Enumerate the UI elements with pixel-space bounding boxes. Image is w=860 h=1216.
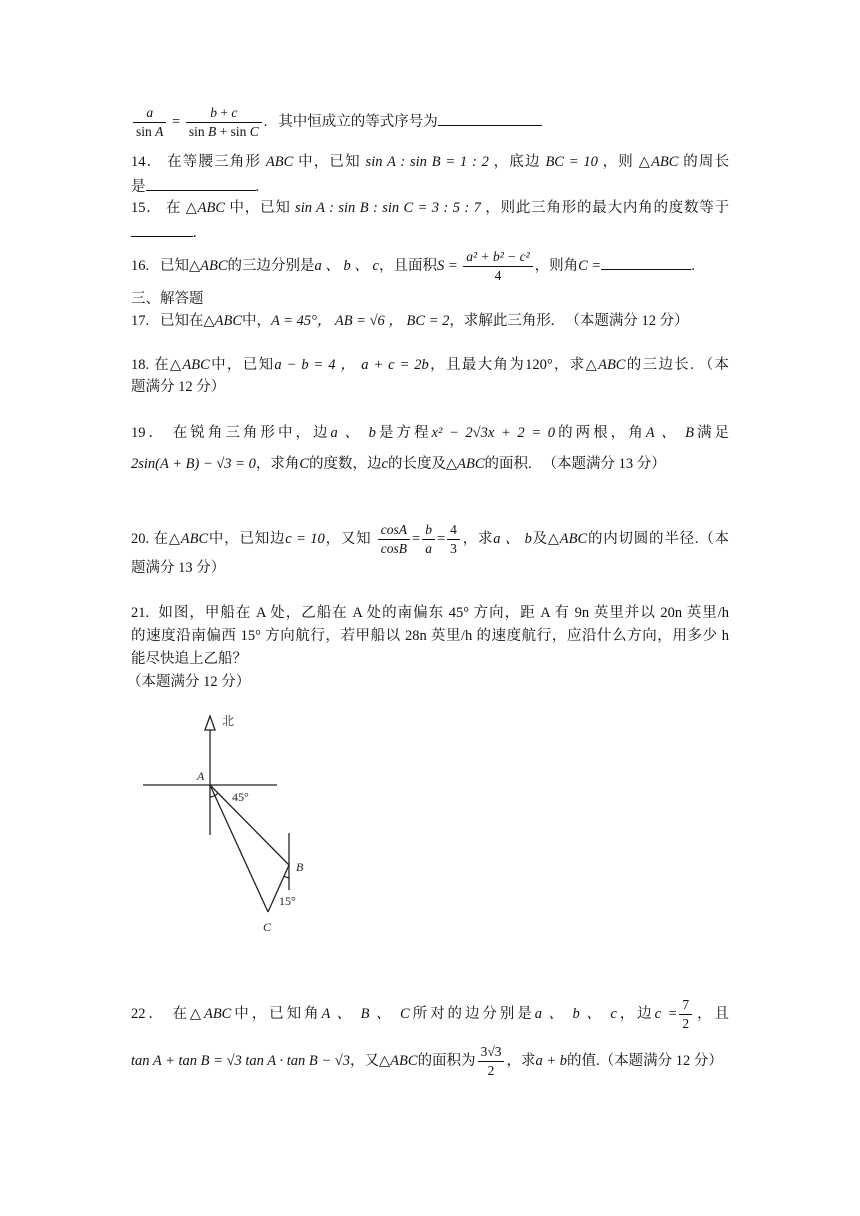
- q21-text: 如图，甲船在 A 处，乙船在 A 处的南偏东 45° 方向，距 A 有 9n 英里并以 20n 英里/h: [158, 605, 730, 621]
- q14-text: ，底边: [493, 154, 541, 170]
- q19-number: 19．: [131, 425, 167, 441]
- q17-condition: A = 45°， AB = √6 ， BC = 2: [271, 313, 450, 329]
- q15-ratio: sin A : sin B : sin C = 3 : 5 : 7: [295, 200, 481, 216]
- q20-a: a: [425, 541, 432, 556]
- q22-text: ，边: [616, 1005, 655, 1022]
- q19-angle-c: C: [299, 456, 310, 472]
- q21-line3: 能尽快追上乙船？: [131, 651, 247, 667]
- q16-text: 的三边分别是: [227, 257, 315, 274]
- q22-side-c: c =: [654, 1005, 678, 1022]
- q20-cosA: cosA: [380, 522, 408, 537]
- q22-line1: [131, 996, 729, 1033]
- q15-text: ，则此三角形的最大内角的度数等于: [485, 200, 730, 216]
- q14-base: BC = 10: [545, 154, 598, 170]
- q13-fraction-right: $\frac{b + c}{\text{sin B + sin C}}$: [186, 104, 262, 141]
- q16-numerator: a² + b² − c²: [466, 249, 530, 264]
- q19-text: ，求角: [255, 456, 300, 472]
- q17-text: 中，: [242, 313, 272, 329]
- q22-sum: a + b: [535, 1052, 568, 1069]
- q19-side-c: c: [381, 456, 388, 472]
- q19-text: 满足: [694, 425, 730, 441]
- q17-number: 17.: [131, 313, 150, 329]
- q19-triangle: △ABC: [445, 456, 485, 472]
- q19-angles: A 、 B: [645, 425, 695, 441]
- q20-text: 及: [531, 530, 548, 547]
- q16-sides: a 、 b 、 c: [314, 257, 379, 274]
- q19-text: 的面积.: [484, 456, 532, 472]
- q22-text: 所对的边分别是: [409, 1005, 535, 1022]
- q16-text: ，且面积: [378, 257, 437, 274]
- q21-score: （本题满分 12 分）: [127, 674, 251, 690]
- section-header: 三、解答题: [131, 291, 204, 307]
- q20-sides: a 、 b: [493, 530, 532, 547]
- q16-number: 16.: [131, 257, 150, 274]
- q14-text: .: [255, 179, 260, 195]
- q22-triangle: △ABC: [379, 1052, 418, 1069]
- q22-number: 22．: [131, 1005, 166, 1022]
- q20-line2: 题满分 13 分）: [131, 560, 226, 576]
- diagram-angle-45: 45°: [232, 790, 249, 804]
- q20-four: 4: [447, 521, 460, 540]
- q16-triangle: △ABC: [189, 257, 228, 274]
- q16-text: .: [691, 257, 695, 274]
- q14-text: 的周长: [683, 154, 730, 170]
- q13-tail-text: 其中恒成立的等式序号为: [278, 113, 438, 130]
- q16-denominator: 4: [494, 268, 502, 283]
- q20-triangle: △ABC: [547, 530, 588, 547]
- q19-sides: a 、 b: [330, 425, 376, 441]
- q15-text: 在: [166, 200, 182, 216]
- q19-condition: 2sin(A + B) − √3 = 0: [131, 456, 256, 472]
- q22-sides: a 、 b 、 c: [534, 1005, 617, 1022]
- q14-text: 中，已知: [298, 154, 361, 170]
- q18-triangle: △ABC: [585, 357, 626, 373]
- q14-triangle: ABC: [265, 154, 294, 170]
- q18-text: ，且最大角为120°，求: [428, 357, 586, 373]
- q20-text: 中，已知边: [208, 530, 286, 547]
- q20-number: 20.: [131, 530, 150, 547]
- q13-fraction-left: $\frac{a}{\text{sin A}}$: [133, 104, 166, 141]
- q22-line2: [131, 1043, 731, 1080]
- q22-condition: tan A + tan B = √3 tan A · tan B − √3: [131, 1052, 351, 1069]
- q13-tail-line: $\frac{a}{\text{sin A}}$ = $\frac{b + c}{\text{sin B + sin C}}$ . 其中恒成立的等式序号为: [131, 104, 731, 141]
- q18-condition: a − b = 4 ， a + c = 2b: [274, 357, 429, 373]
- diagram-north-label: 北: [222, 714, 235, 728]
- q17-triangle: △ABC: [203, 313, 243, 329]
- q15-text: 中，已知: [229, 200, 291, 216]
- q17-text: 已知在: [160, 313, 204, 329]
- q16-text: 已知: [160, 257, 189, 274]
- q20-text: ，求: [461, 530, 494, 547]
- q14-text: 是: [131, 179, 146, 195]
- segment-ab: [210, 785, 289, 865]
- q20-b: b: [425, 522, 432, 537]
- angle-mark-b: [284, 876, 289, 878]
- q20-text: 的内切圆的半径.（本: [587, 530, 730, 547]
- q17-text: ，求解此三角形.: [449, 313, 555, 329]
- q22-text: 中，已知角: [231, 1005, 322, 1022]
- q22-area-numerator: 3√3: [478, 1043, 505, 1062]
- q22-text: 的面积为: [417, 1052, 476, 1069]
- q20-triangle: △ABC: [168, 530, 209, 547]
- q14-text: ，则: [602, 154, 634, 170]
- q14-number: 14．: [131, 154, 163, 170]
- q14-triangle: △ABC: [638, 154, 679, 170]
- q15-text: .: [193, 225, 197, 241]
- q20-side-c: c = 10: [285, 530, 325, 547]
- q21-number: 21.: [131, 605, 150, 621]
- q14-ratio: sin A : sin B = 1 : 2: [365, 154, 489, 170]
- q18-text: 中，已知: [209, 357, 275, 373]
- q16-area-symbol: S =: [436, 257, 458, 274]
- q22-area-denominator: 2: [487, 1063, 495, 1078]
- north-arrow-icon: [205, 716, 215, 730]
- q22-angles: A 、 B 、 C: [321, 1005, 410, 1022]
- q19-score: （本题满分 13 分）: [542, 456, 666, 472]
- q20-text: 在: [153, 530, 169, 547]
- q20-cosB: cosB: [380, 541, 408, 556]
- q18-score: （本: [698, 357, 730, 373]
- q17-score: （本题满分 12 分）: [565, 313, 689, 329]
- q18-triangle: △ABC: [169, 357, 210, 373]
- q15-number: 15．: [131, 200, 162, 216]
- q14-text: 在等腰三角形: [167, 154, 262, 170]
- q20-text: ，又知: [324, 530, 372, 547]
- q19-text: 是方程: [375, 425, 432, 441]
- q19-equation: x² − 2√3x + 2 = 0: [431, 425, 556, 441]
- q16-text: ，则角: [534, 257, 579, 274]
- q22-c-fraction: [679, 996, 692, 1033]
- q19-text: 的两根，角: [555, 425, 646, 441]
- q18-text: 的三边长.: [625, 357, 694, 373]
- q22-text: ，且: [694, 1005, 730, 1022]
- diagram-label-c: C: [263, 920, 272, 934]
- q22-seven: 7: [679, 996, 692, 1015]
- diagram-angle-15: 15°: [279, 894, 296, 908]
- q22-text: 的值.（本题满分 12 分）: [567, 1052, 723, 1069]
- q22-text: ，求: [506, 1052, 536, 1069]
- q16-angle-c: C =: [578, 257, 602, 274]
- q22-two: 2: [682, 1016, 690, 1031]
- q19-text: 在锐角三角形中，边: [172, 425, 331, 441]
- q19-text: 的度数，边: [309, 456, 382, 472]
- q22-area-fraction: [478, 1043, 505, 1080]
- q20-line1: 20. 在△ABC中，已知边c = 10，又知 $\frac{\cos A}{\cos B}$ = $\frac{b}{a}$ = $\frac{4}{3}$ ，求a 、 b及△ABC的内切圆的半径.（本: [131, 522, 730, 556]
- q15-triangle: △ABC: [185, 200, 226, 216]
- q19-text: 的长度及: [387, 456, 446, 472]
- q20-three: 3: [450, 541, 457, 556]
- q22-text: 在: [172, 1005, 190, 1022]
- q18-text: 在: [154, 357, 170, 373]
- segment-ac: [210, 785, 268, 912]
- q22-triangle: △ABC: [189, 1005, 232, 1022]
- q18-line2: 题满分 12 分）: [131, 379, 226, 395]
- diagram-label-a: A: [197, 769, 205, 783]
- q21-line2: 的速度沿南偏西 15° 方向航行，若甲船以 28n 英里/h 的速度航行，应沿什么方向，用多少 h: [131, 628, 729, 644]
- q22-text: ，又: [350, 1052, 380, 1069]
- diagram-label-b: B: [296, 860, 304, 874]
- q18-number: 18.: [131, 357, 150, 373]
